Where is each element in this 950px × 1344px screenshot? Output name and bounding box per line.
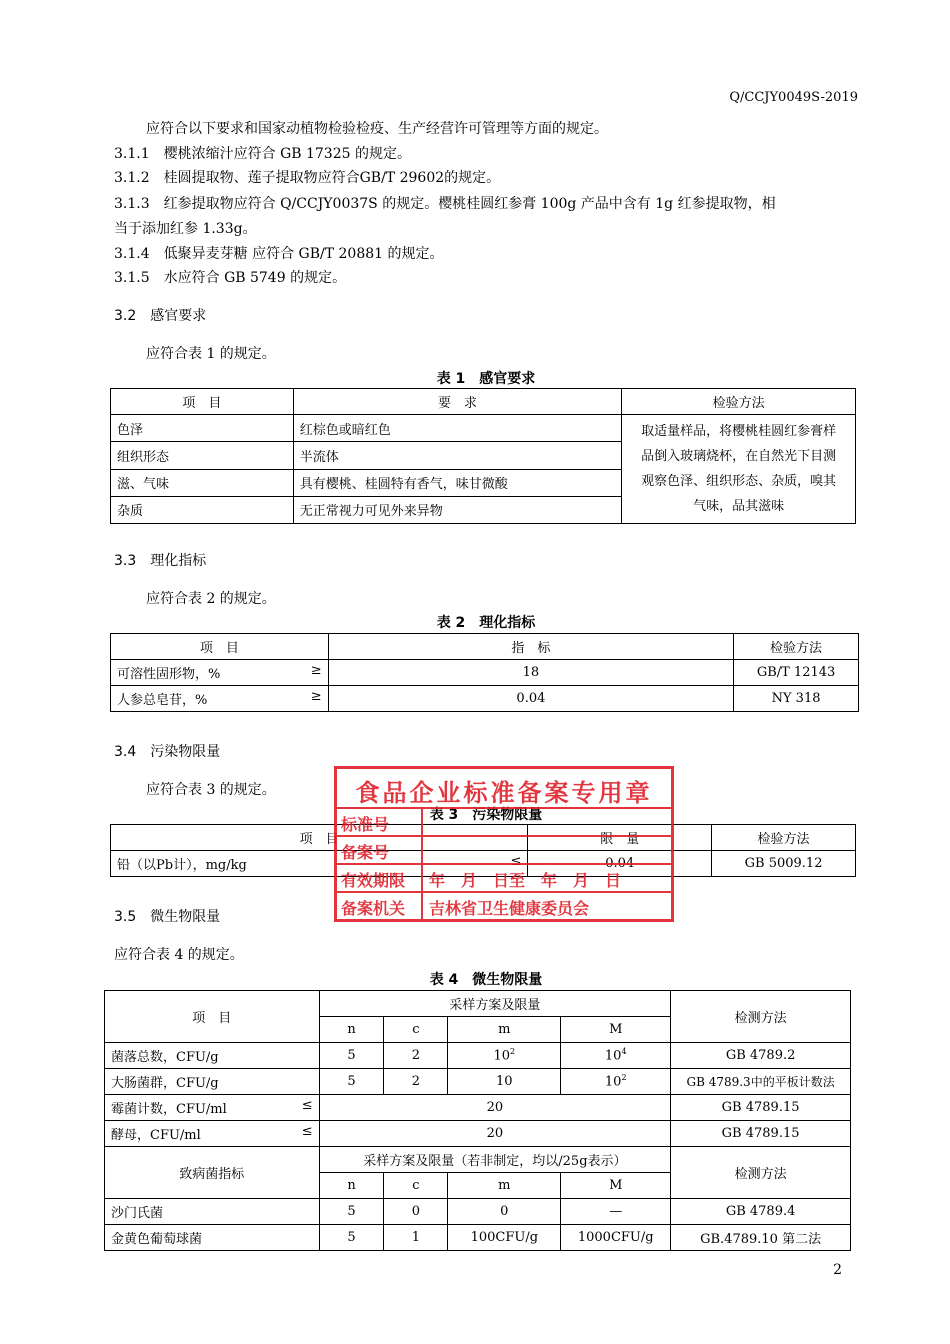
table-row — [111, 686, 859, 712]
clause-3-1-5: 3.1.5 水应符合 GB 5749 的规定。 — [114, 270, 347, 286]
cell: GB 4789.15 — [671, 1095, 851, 1121]
cell: 2 — [384, 1069, 448, 1095]
cell: 杂质 — [111, 496, 294, 523]
cell: 10 — [448, 1069, 561, 1095]
cell: GB 4789.15 — [671, 1121, 851, 1147]
table-row — [105, 1199, 851, 1225]
table-row — [111, 389, 856, 415]
table-1-caption: 表 1 感官要求 — [436, 371, 536, 387]
header-m: m — [448, 1017, 561, 1043]
method-line: 品倒入玻璃烧杯，在自然光下目测 — [641, 449, 837, 464]
section-3-5-heading: 3.5 微生物限量 — [114, 909, 221, 925]
cell: — — [561, 1199, 671, 1225]
stamp-row: 标准号 — [337, 807, 671, 835]
cell: 1 — [384, 1225, 448, 1251]
header-m: m — [448, 1173, 561, 1199]
cell: GB 4789.2 — [671, 1043, 851, 1069]
cell: 酵母，CFU/ml ≤ — [105, 1121, 320, 1147]
header-method: 检验方法 — [622, 389, 856, 415]
cell: 半流体 — [293, 442, 622, 469]
table-row — [105, 1069, 851, 1095]
header-pathogen: 致病菌指标 — [105, 1147, 320, 1199]
cell: 20 — [319, 1121, 671, 1147]
table-row — [105, 1147, 851, 1173]
header-method-2: 检测方法 — [671, 1147, 851, 1199]
clause-3-1-3: 3.1.3 红参提取物应符合 Q/CCJY0037S 的规定。樱桃桂圆红参膏 100g 产品中含有 1g 红参提取物，相 — [114, 196, 776, 212]
stamp-row: 有效期限 年 月 日至 年 月 日 — [337, 863, 671, 891]
cell: 红棕色或暗红色 — [293, 415, 622, 442]
cell: 1000CFU/g — [561, 1225, 671, 1251]
cell: 铅（以Pb计），mg/kg ≤ — [111, 851, 528, 877]
section-3-4-heading: 3.4 污染物限量 — [114, 744, 221, 760]
cell: 大肠菌群，CFU/g — [105, 1069, 320, 1095]
stamp-title: 食品企业标准备案专用章 — [355, 779, 653, 807]
cell: 沙门氏菌 — [105, 1199, 320, 1225]
cell: $10^4$ — [561, 1043, 671, 1069]
header-item: 项 目 — [111, 634, 329, 660]
cell: GB 4789.4 — [671, 1199, 851, 1225]
document-code: Q/CCJY0049S-2019 — [729, 90, 858, 105]
table-row — [105, 1043, 851, 1069]
table-row — [111, 415, 856, 442]
clause-3-1-3-cont: 当于添加红参 1.33g。 — [114, 221, 257, 237]
cell: 5 — [319, 1199, 384, 1225]
section-3-2-text: 应符合表 1 的规定。 — [146, 346, 276, 362]
stamp-row: 备案机关 吉林省卫生健康委员会 — [337, 891, 671, 919]
header-method: 检验方法 — [712, 825, 856, 851]
table-2-caption: 表 2 理化指标 — [436, 615, 536, 631]
cell: 具有樱桃、桂圆特有香气，味甘微酸 — [293, 469, 622, 496]
page-number: 2 — [833, 1262, 842, 1278]
header-n: n — [319, 1173, 384, 1199]
intro-text: 应符合以下要求和国家动植物检验检疫、生产经营许可管理等方面的规定。 — [146, 121, 608, 137]
header-c: c — [384, 1017, 448, 1043]
header-plan-2: 采样方案及限量（若非制定，均以/25g表示） — [319, 1147, 671, 1173]
table-row — [111, 660, 859, 686]
cell: GB.4789.10 第二法 — [671, 1225, 851, 1251]
section-3-4-text: 应符合表 3 的规定。 — [146, 782, 276, 798]
cell: 色泽 — [111, 415, 294, 442]
header-method: 检验方法 — [734, 634, 859, 660]
cell: 组织形态 — [111, 442, 294, 469]
header-c: c — [384, 1173, 448, 1199]
section-3-5-text: 应符合表 4 的规定。 — [114, 947, 244, 963]
table-2-physicochemical — [110, 633, 859, 712]
cell: $10^2$ — [561, 1069, 671, 1095]
cell: 滋、气味 — [111, 469, 294, 496]
cell: 人参总皂苷，% ≥ — [111, 686, 329, 712]
section-3-3-text: 应符合表 2 的规定。 — [146, 591, 276, 607]
table-row — [105, 1121, 851, 1147]
clause-3-1-4: 3.1.4 低聚异麦芽糖 应符合 GB/T 20881 的规定。 — [114, 246, 444, 262]
table-row — [111, 634, 859, 660]
method-line: 取适量样品，将樱桃桂圆红参膏样 — [641, 424, 837, 439]
cell: 无正常视力可见外来异物 — [293, 496, 622, 523]
clause-3-1-1: 3.1.1 樱桃浓缩汁应符合 GB 17325 的规定。 — [114, 146, 411, 162]
cell: 菌落总数，CFU/g — [105, 1043, 320, 1069]
header-M: M — [561, 1173, 671, 1199]
cell: 0.04 — [328, 686, 733, 712]
header-limit: 限 量 — [528, 825, 712, 851]
cell: 可溶性固形物，% ≥ — [111, 660, 329, 686]
cell: 2 — [384, 1043, 448, 1069]
cell: 5 — [319, 1069, 384, 1095]
clause-3-1-2: 3.1.2 桂圆提取物、莲子提取物应符合GB/T 29602的规定。 — [114, 170, 501, 186]
header-indicator: 指 标 — [328, 634, 733, 660]
method-line: 观察色泽、组织形态、杂质，嗅其 — [641, 474, 837, 489]
header-n: n — [319, 1017, 384, 1043]
header-plan: 采样方案及限量 — [319, 991, 671, 1017]
table-4-caption: 表 4 微生物限量 — [429, 972, 543, 988]
stamp-row: 备案号 — [337, 835, 671, 863]
table-row — [105, 991, 851, 1017]
cell: 5 — [319, 1225, 384, 1251]
cell: 20 — [319, 1095, 671, 1121]
table-row — [105, 1095, 851, 1121]
cell: 0 — [384, 1199, 448, 1225]
cell: GB/T 12143 — [734, 660, 859, 686]
cell: 霉菌计数，CFU/ml ≤ — [105, 1095, 320, 1121]
method-line: 气味，品其滋味 — [693, 499, 785, 514]
cell: 5 — [319, 1043, 384, 1069]
method-cell — [622, 415, 856, 524]
registration-stamp — [334, 766, 674, 922]
section-3-3-heading: 3.3 理化指标 — [114, 553, 207, 569]
cell: 18 — [328, 660, 733, 686]
cell: GB 5009.12 — [712, 851, 856, 877]
header-M: M — [561, 1017, 671, 1043]
header-item: 项 目 — [105, 991, 320, 1043]
cell: GB 4789.3中的平板计数法 — [671, 1069, 851, 1095]
section-3-2-heading: 3.2 感官要求 — [114, 308, 207, 324]
table-3-caption: 表 3 污染物限量 — [429, 807, 543, 823]
header-method: 检测方法 — [671, 991, 851, 1043]
cell: NY 318 — [734, 686, 859, 712]
table-4-microbial — [104, 990, 851, 1251]
table-row — [105, 1225, 851, 1251]
cell: 0 — [448, 1199, 561, 1225]
cell: 100CFU/g — [448, 1225, 561, 1251]
header-item: 项 目 — [111, 825, 528, 851]
header-requirement: 要 求 — [293, 389, 622, 415]
header-item: 项 目 — [111, 389, 294, 415]
cell: $10^2$ — [448, 1043, 561, 1069]
cell: 0.04 — [528, 851, 712, 877]
table-1-sensory — [110, 388, 856, 524]
cell: 金黄色葡萄球菌 — [105, 1225, 320, 1251]
